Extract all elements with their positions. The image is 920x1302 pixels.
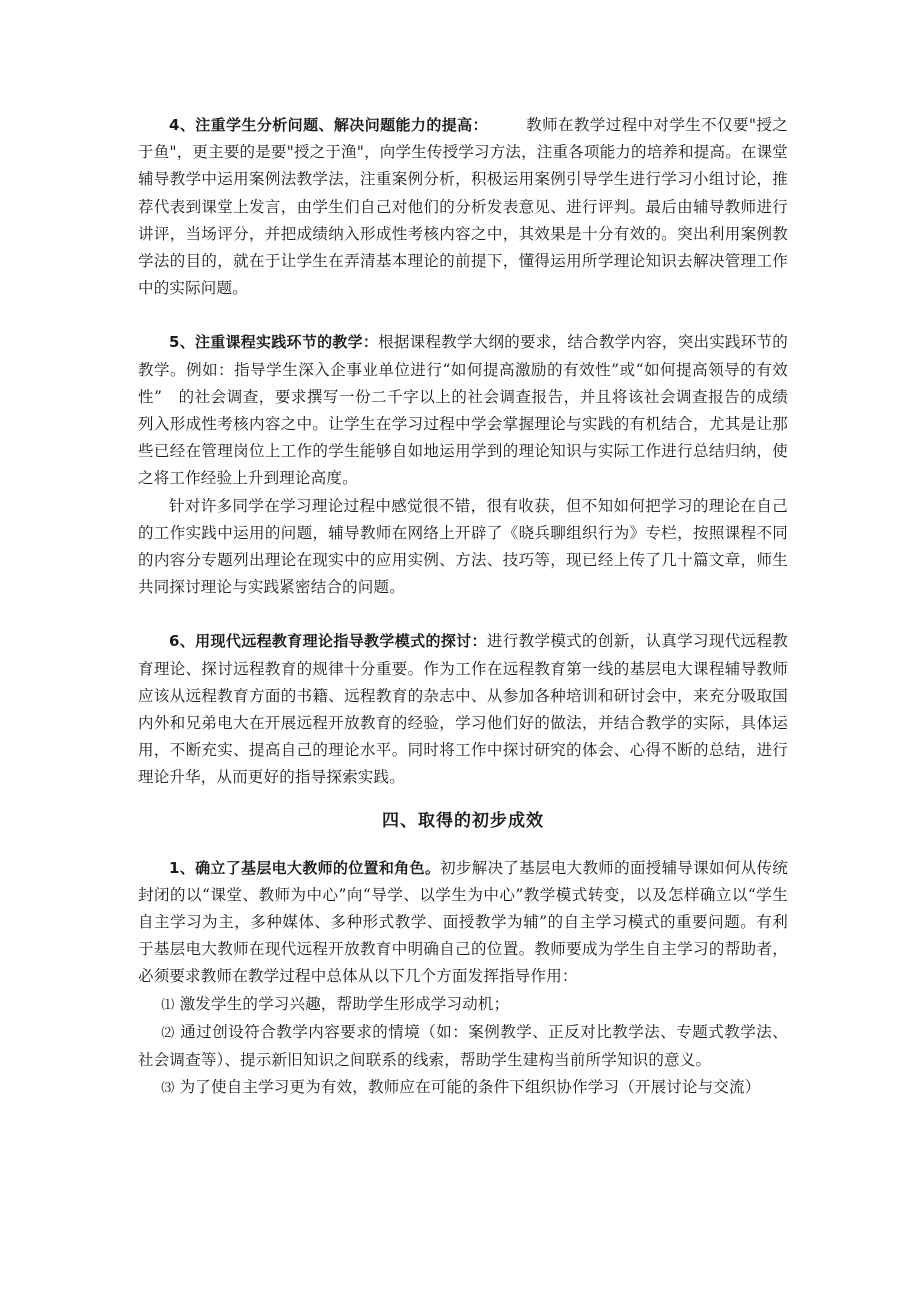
section-4-heading: 4、注重学生分析问题、解决问题能力的提高： [169,116,488,134]
section-5-extra-paragraph: 针对许多同学在学习理论过程中感觉很不错，很有收获，但不知如何把学习的理论在自己的工作实践中运用的问题，辅导教师在网络上开辟了《晓兵聊组织行为》专栏，按照课程不同的内容分专题列出理论在现实中的应用实例、方法、技巧等，现已经上传了几十篇文章，师生共同探讨理论与实践紧密结合的问题。 [138,496,788,597]
section-5-body: 根据课程教学大纲的要求，结合教学内容，突出实践环节的教学。例如：指导学生深入企事业单位进行“如何提高激励的有效性”或“如何提高领导的有效性” 的社会调查，要求撰写一份二千字以上的社会调查报告，并且将该社会调查报告的成绩列入形成性考核内容之中。让学生在学习过程中学会掌握理论与实践的有机结合，尤其是让那些已经在管理岗位上工作的学生能够自如地运用学到的理论知识与实际工作进行总结归纳，使之将工作经验上升到理论高度。 [138,333,788,488]
list-item [138,1074,788,1102]
list-item [138,991,788,1019]
section-6-heading: 6、用现代远程教育理论指导教学模式的探讨： [169,632,487,651]
section-6-paragraph [138,628,788,791]
document-page [138,112,788,1103]
section-4-paragraph [138,112,788,302]
list-item-text: 激发学生的学习兴趣，帮助学生形成学习动机； [179,994,510,1013]
list-item-marker: ⑴ [161,997,175,1013]
section-5-heading: 5、注重课程实践环节的教学： [169,333,379,352]
list-item-text: 通过创设符合教学内容要求的情境（如：案例教学、正反对比教学法、专题式教学法、社会调查等）、提示新旧知识之间联系的线索，帮助学生建构当前所学知识的意义。 [138,1022,788,1070]
list-item-marker: ⑶ [161,1081,175,1097]
list-item-marker: ⑵ [161,1025,175,1041]
section-4-body: 教师在教学过程中对学生不仅要"授之于鱼"，更主要的是要"授之于渔"，向学生传授学习方法，注重各项能力的培养和提高。在课堂辅导教学中运用案例法教学法，注重案例分析，积极运用案例引导学生进行学习小组讨论，推荐代表到课堂上发言，由学生们自己对他们的分析发表意见、进行评判。最后由辅导教师进行讲评，当场评分，并把成绩纳入形成性考核内容之中，其效果是十分有效的。突出利用案例教学法的目的，就在于让学生在弄清基本理论的前提下，懂得运用所学理论知识去解决管理工作中的实际问题。 [138,116,789,298]
result-1-body: 初步解决了基层电大教师的面授辅导课如何从传统封闭的以“课堂、教师为中心”向“导学、以学生为中心”教学模式转变，以及怎样确立以“学生自主学习为主，多种媒体、多种形式教学、面授教学为辅”的自主学习模式的重要问题。有利于基层电大教师在现代远程开放教育中明确自己的位置。教师要成为学生自主学习的帮助者，必须要求教师在教学过程中总体从以下几个方面发挥指导作用： [138,858,788,986]
chapter-4-heading: 四、取得的初步成效 [382,810,544,831]
list-item [138,1019,788,1074]
section-5-paragraph [138,329,788,492]
result-1-paragraph [138,855,788,991]
result-1-heading: 1、确立了基层电大教师的位置和角色。 [169,858,441,877]
list-item-text: 为了使自主学习更为有效，教师应在可能的条件下组织协作学习（开展讨论与交流） [179,1078,761,1097]
section-6-body: 进行教学模式的创新，认真学习现代远程教育理论、探讨远程教育的规律十分重要。作为工作在远程教育第一线的基层电大课程辅导教师应该从远程教育方面的书籍、远程教育的杂志中、从参加各种培训和研讨会中，来充分吸取国内外和兄弟电大在开展远程开放教育的经验，学习他们好的做法，并结合教学的实际，具体运用，不断充实、提高自己的理论水平。同时将工作中探讨研究的体会、心得不断的总结，进行理论升华，从而更好的指导探索实践。 [138,632,788,787]
